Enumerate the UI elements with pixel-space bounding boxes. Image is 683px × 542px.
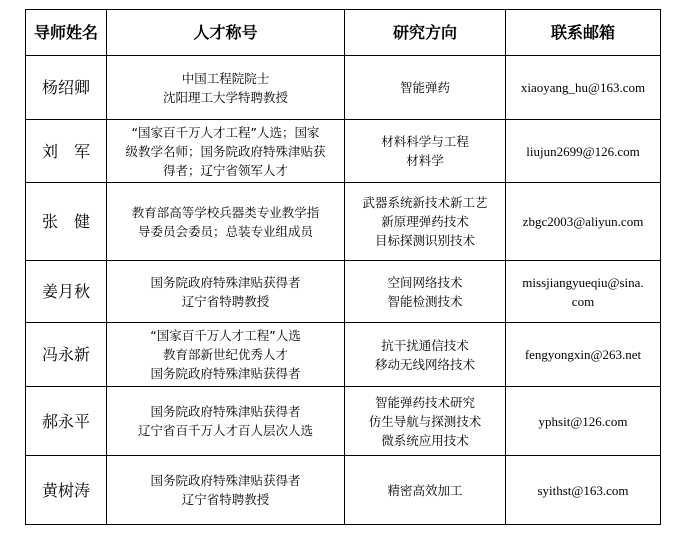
talent-title-line: 国务院政府特殊津贴获得者 (150, 366, 301, 381)
research-direction (345, 456, 506, 525)
table-row (26, 261, 661, 323)
advisor-name (26, 456, 107, 525)
research-direction (345, 56, 506, 120)
contact-email-line: xiaoyang_hu@163.com (520, 80, 646, 95)
talent-title (107, 323, 345, 387)
talent-title-line: 国务院政府特殊津贴获得者 (150, 404, 301, 419)
research-direction (345, 120, 506, 183)
advisor-name (26, 323, 107, 387)
research-direction-line: 材料科学与工程 (381, 134, 469, 149)
advisor-name-text: 杨绍卿 (41, 78, 90, 97)
advisor-name-text: 黄树涛 (41, 480, 90, 500)
talent-title-line: 得者；辽宁省领军人才 (162, 162, 288, 178)
talent-title (107, 183, 345, 261)
contact-email[interactable] (506, 183, 661, 261)
contact-email-line: com (571, 293, 595, 309)
research-direction (345, 183, 506, 261)
contact-email[interactable] (506, 323, 661, 387)
talent-title (107, 56, 345, 120)
contact-email[interactable] (506, 387, 661, 456)
contact-email-line: zbgc2003@aliyun.com (522, 214, 644, 229)
advisor-name-text: 郝永平 (41, 411, 90, 431)
research-direction-line: 新原理弹药技术 (381, 214, 469, 229)
header-title: 人才称号 (107, 10, 345, 56)
talent-title-line: 中国工程院院士 (181, 70, 270, 86)
advisor-name (26, 387, 107, 456)
contact-email[interactable] (506, 456, 661, 525)
advisor-name-text: 张 健 (41, 212, 90, 231)
header-email: 联系邮箱 (506, 10, 661, 56)
talent-title-line: 级教学名师；国务院政府特殊津贴获 (125, 143, 326, 159)
contact-email[interactable] (506, 56, 661, 120)
talent-title-line: 辽宁省百千万人才百人层次人选 (137, 423, 313, 438)
talent-title (107, 387, 345, 456)
contact-email[interactable] (506, 261, 661, 323)
talent-title-line: 辽宁省特聘教授 (181, 492, 270, 507)
contact-email[interactable] (506, 120, 661, 183)
talent-title (107, 120, 345, 183)
research-direction (345, 387, 506, 456)
research-direction-line: 智能检测技术 (387, 293, 463, 309)
research-direction-line: 空间网络技术 (387, 274, 463, 290)
advisor-name-text: 刘 军 (41, 141, 90, 161)
research-direction-line: 精密高效加工 (387, 482, 463, 498)
advisor-name-text: 冯永新 (41, 345, 90, 364)
contact-email-line: missjiangyueqiu@sina. (522, 274, 644, 290)
table-row (26, 183, 661, 261)
research-direction-line: 微系统应用技术 (381, 432, 469, 448)
talent-title (107, 261, 345, 323)
contact-email-line: yphsit@126.com (538, 413, 628, 429)
research-direction (345, 261, 506, 323)
talent-title-line: 国务院政府特殊津贴获得者 (150, 274, 301, 290)
advisor-name (26, 183, 107, 261)
talent-title-line: 导委员会委员；总装专业组成员 (137, 223, 313, 239)
talent-title-line: 教育部高等学校兵器类专业教学指 (131, 204, 320, 220)
talent-title-line: “国家百千万人才工程”人选 (150, 328, 301, 343)
research-direction-line: 智能弹药技术研究 (374, 394, 475, 410)
talent-title-line: 辽宁省特聘教授 (181, 293, 270, 309)
talent-title-line: 教育部新世纪优秀人才 (162, 347, 288, 362)
talent-title (107, 456, 345, 525)
advisor-name (26, 120, 107, 183)
advisor-table (25, 9, 661, 525)
research-direction-line: 武器系统新技术新工艺 (362, 195, 488, 210)
table-row (26, 387, 661, 456)
talent-title-line: 国务院政府特殊津贴获得者 (150, 473, 301, 488)
talent-title-line: 沈阳理工大学特聘教授 (162, 89, 288, 105)
research-direction (345, 323, 506, 387)
research-direction-line: 移动无线网络技术 (374, 356, 475, 372)
advisor-name (26, 261, 107, 323)
contact-email-line: fengyongxin@263.net (524, 347, 642, 362)
header-row (26, 10, 661, 56)
contact-email-line: syithst@163.com (537, 482, 629, 498)
header-research: 研究方向 (345, 10, 506, 56)
contact-email-line: liujun2699@126.com (526, 143, 640, 159)
research-direction-line: 仿生导航与探测技术 (368, 413, 482, 429)
research-direction-line: 抗干扰通信技术 (381, 337, 469, 353)
header-name: 导师姓名 (26, 10, 107, 56)
table-row (26, 323, 661, 387)
research-direction-line: 材料学 (406, 153, 444, 168)
advisor-name (26, 56, 107, 120)
table-row (26, 56, 661, 120)
advisor-name-text: 姜月秋 (41, 282, 90, 301)
research-direction-line: 智能弹药 (399, 80, 450, 95)
table-row (26, 120, 661, 183)
table-row (26, 456, 661, 525)
research-direction-line: 目标探测识别技术 (374, 233, 475, 248)
talent-title-line: “国家百千万人才工程”人选；国家 (131, 124, 320, 140)
